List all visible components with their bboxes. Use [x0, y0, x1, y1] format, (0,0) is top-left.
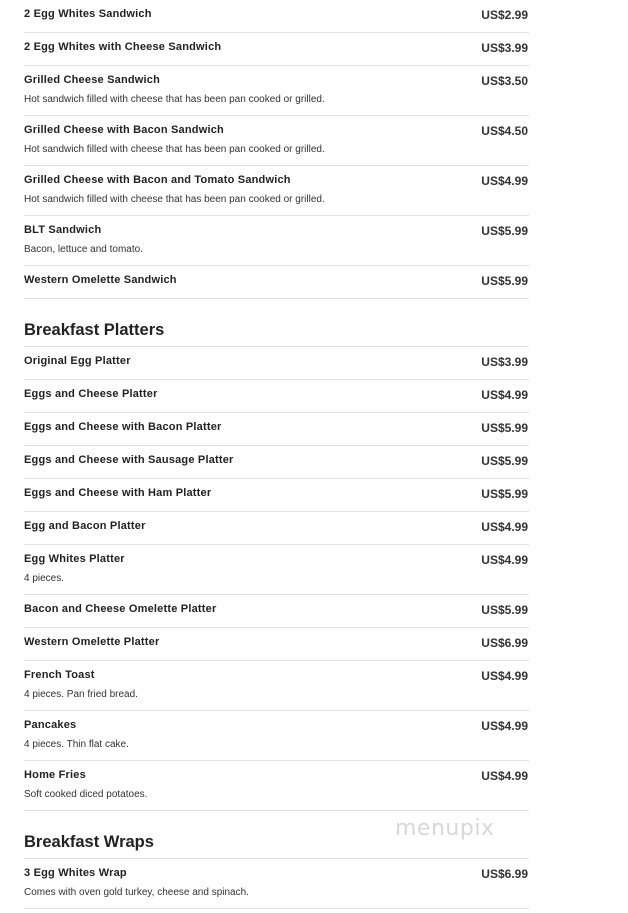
menu-item-description: 4 pieces. Thin flat cake. — [24, 739, 129, 750]
menu-item-price: US$3.99 — [481, 41, 528, 55]
menu-item-name: Western Omelette Platter — [24, 636, 160, 648]
menu-item-name: Home Fries — [24, 769, 86, 781]
menu-item-name: Grilled Cheese with Bacon Sandwich — [24, 124, 224, 136]
menu-item-name: Eggs and Cheese with Sausage Platter — [24, 454, 234, 466]
menu-item — [24, 116, 529, 166]
menu-item — [24, 545, 529, 595]
watermark-text: menupix — [395, 816, 495, 841]
menu-item-price: US$4.99 — [481, 719, 528, 733]
menu-item-name: Grilled Cheese Sandwich — [24, 74, 161, 86]
menu-item-name: Pancakes — [24, 719, 77, 731]
menu-item-description: Hot sandwich filled with cheese that has been pan cooked or grilled. — [24, 194, 325, 205]
menu-item — [24, 166, 529, 216]
menu — [24, 0, 529, 909]
menu-item-description: 4 pieces. Pan fried bread. — [24, 689, 138, 700]
watermark — [395, 800, 535, 850]
menu-item — [24, 66, 529, 116]
menu-item-name: French Toast — [24, 669, 95, 681]
menu-item-price: US$3.99 — [481, 355, 528, 369]
menu-item-name: Western Omelette Sandwich — [24, 274, 177, 286]
menu-item-price: US$5.99 — [481, 454, 528, 468]
menu-item-name: Original Egg Platter — [24, 355, 131, 367]
menu-item — [24, 266, 529, 299]
menu-item-price: US$5.99 — [481, 487, 528, 501]
menu-item-description: 4 pieces. — [24, 573, 65, 584]
menu-item-description: Soft cooked diced potatoes. — [24, 789, 148, 800]
menu-item — [24, 859, 529, 909]
menu-item-description: Comes with oven gold turkey, cheese and spinach. — [24, 887, 249, 898]
menu-item-name: Eggs and Cheese with Bacon Platter — [24, 421, 222, 433]
section-title: Breakfast Wraps — [24, 811, 529, 859]
menu-item-description: Bacon, lettuce and tomato. — [24, 244, 143, 255]
menu-item-description: Hot sandwich filled with cheese that has been pan cooked or grilled. — [24, 94, 325, 105]
menu-item-price: US$4.99 — [481, 669, 528, 683]
menu-item-price: US$3.50 — [481, 74, 528, 88]
menu-item-price: US$2.99 — [481, 8, 528, 22]
menu-item-price: US$4.99 — [481, 520, 528, 534]
menu-item — [24, 628, 529, 661]
menu-item-name: Eggs and Cheese Platter — [24, 388, 158, 400]
menu-item — [24, 595, 529, 628]
menu-item — [24, 413, 529, 446]
menu-item — [24, 512, 529, 545]
menu-item — [24, 479, 529, 512]
menu-item — [24, 216, 529, 266]
menu-item-price: US$5.99 — [481, 603, 528, 617]
menu-item — [24, 711, 529, 761]
menu-item-price: US$4.99 — [481, 769, 528, 783]
menu-item-price: US$6.99 — [481, 867, 528, 881]
menu-item-name: 3 Egg Whites Wrap — [24, 867, 127, 879]
section-title: Breakfast Platters — [24, 299, 529, 347]
menu-item-name: 2 Egg Whites Sandwich — [24, 8, 152, 20]
menu-item — [24, 661, 529, 711]
menu-item-price: US$5.99 — [481, 421, 528, 435]
menu-item-name: Eggs and Cheese with Ham Platter — [24, 487, 212, 499]
menu-item-price: US$4.99 — [481, 174, 528, 188]
menu-item — [24, 0, 529, 33]
menu-item-name: BLT Sandwich — [24, 224, 102, 236]
menu-item-price: US$5.99 — [481, 274, 528, 288]
menu-item-price: US$4.99 — [481, 553, 528, 567]
menu-item — [24, 446, 529, 479]
menu-item-price: US$4.99 — [481, 388, 528, 402]
menu-item-price: US$4.50 — [481, 124, 528, 138]
menu-item-name: Egg and Bacon Platter — [24, 520, 146, 532]
menu-item-price: US$6.99 — [481, 636, 528, 650]
menu-item-name: Grilled Cheese with Bacon and Tomato Sandwich — [24, 174, 291, 186]
menu-item-description: Hot sandwich filled with cheese that has been pan cooked or grilled. — [24, 144, 325, 155]
menu-item — [24, 380, 529, 413]
menu-item-name: 2 Egg Whites with Cheese Sandwich — [24, 41, 222, 53]
menu-item-name: Egg Whites Platter — [24, 553, 125, 565]
menu-item — [24, 347, 529, 380]
menu-item — [24, 33, 529, 66]
menu-item-name: Bacon and Cheese Omelette Platter — [24, 603, 217, 615]
menu-item-price: US$5.99 — [481, 224, 528, 238]
